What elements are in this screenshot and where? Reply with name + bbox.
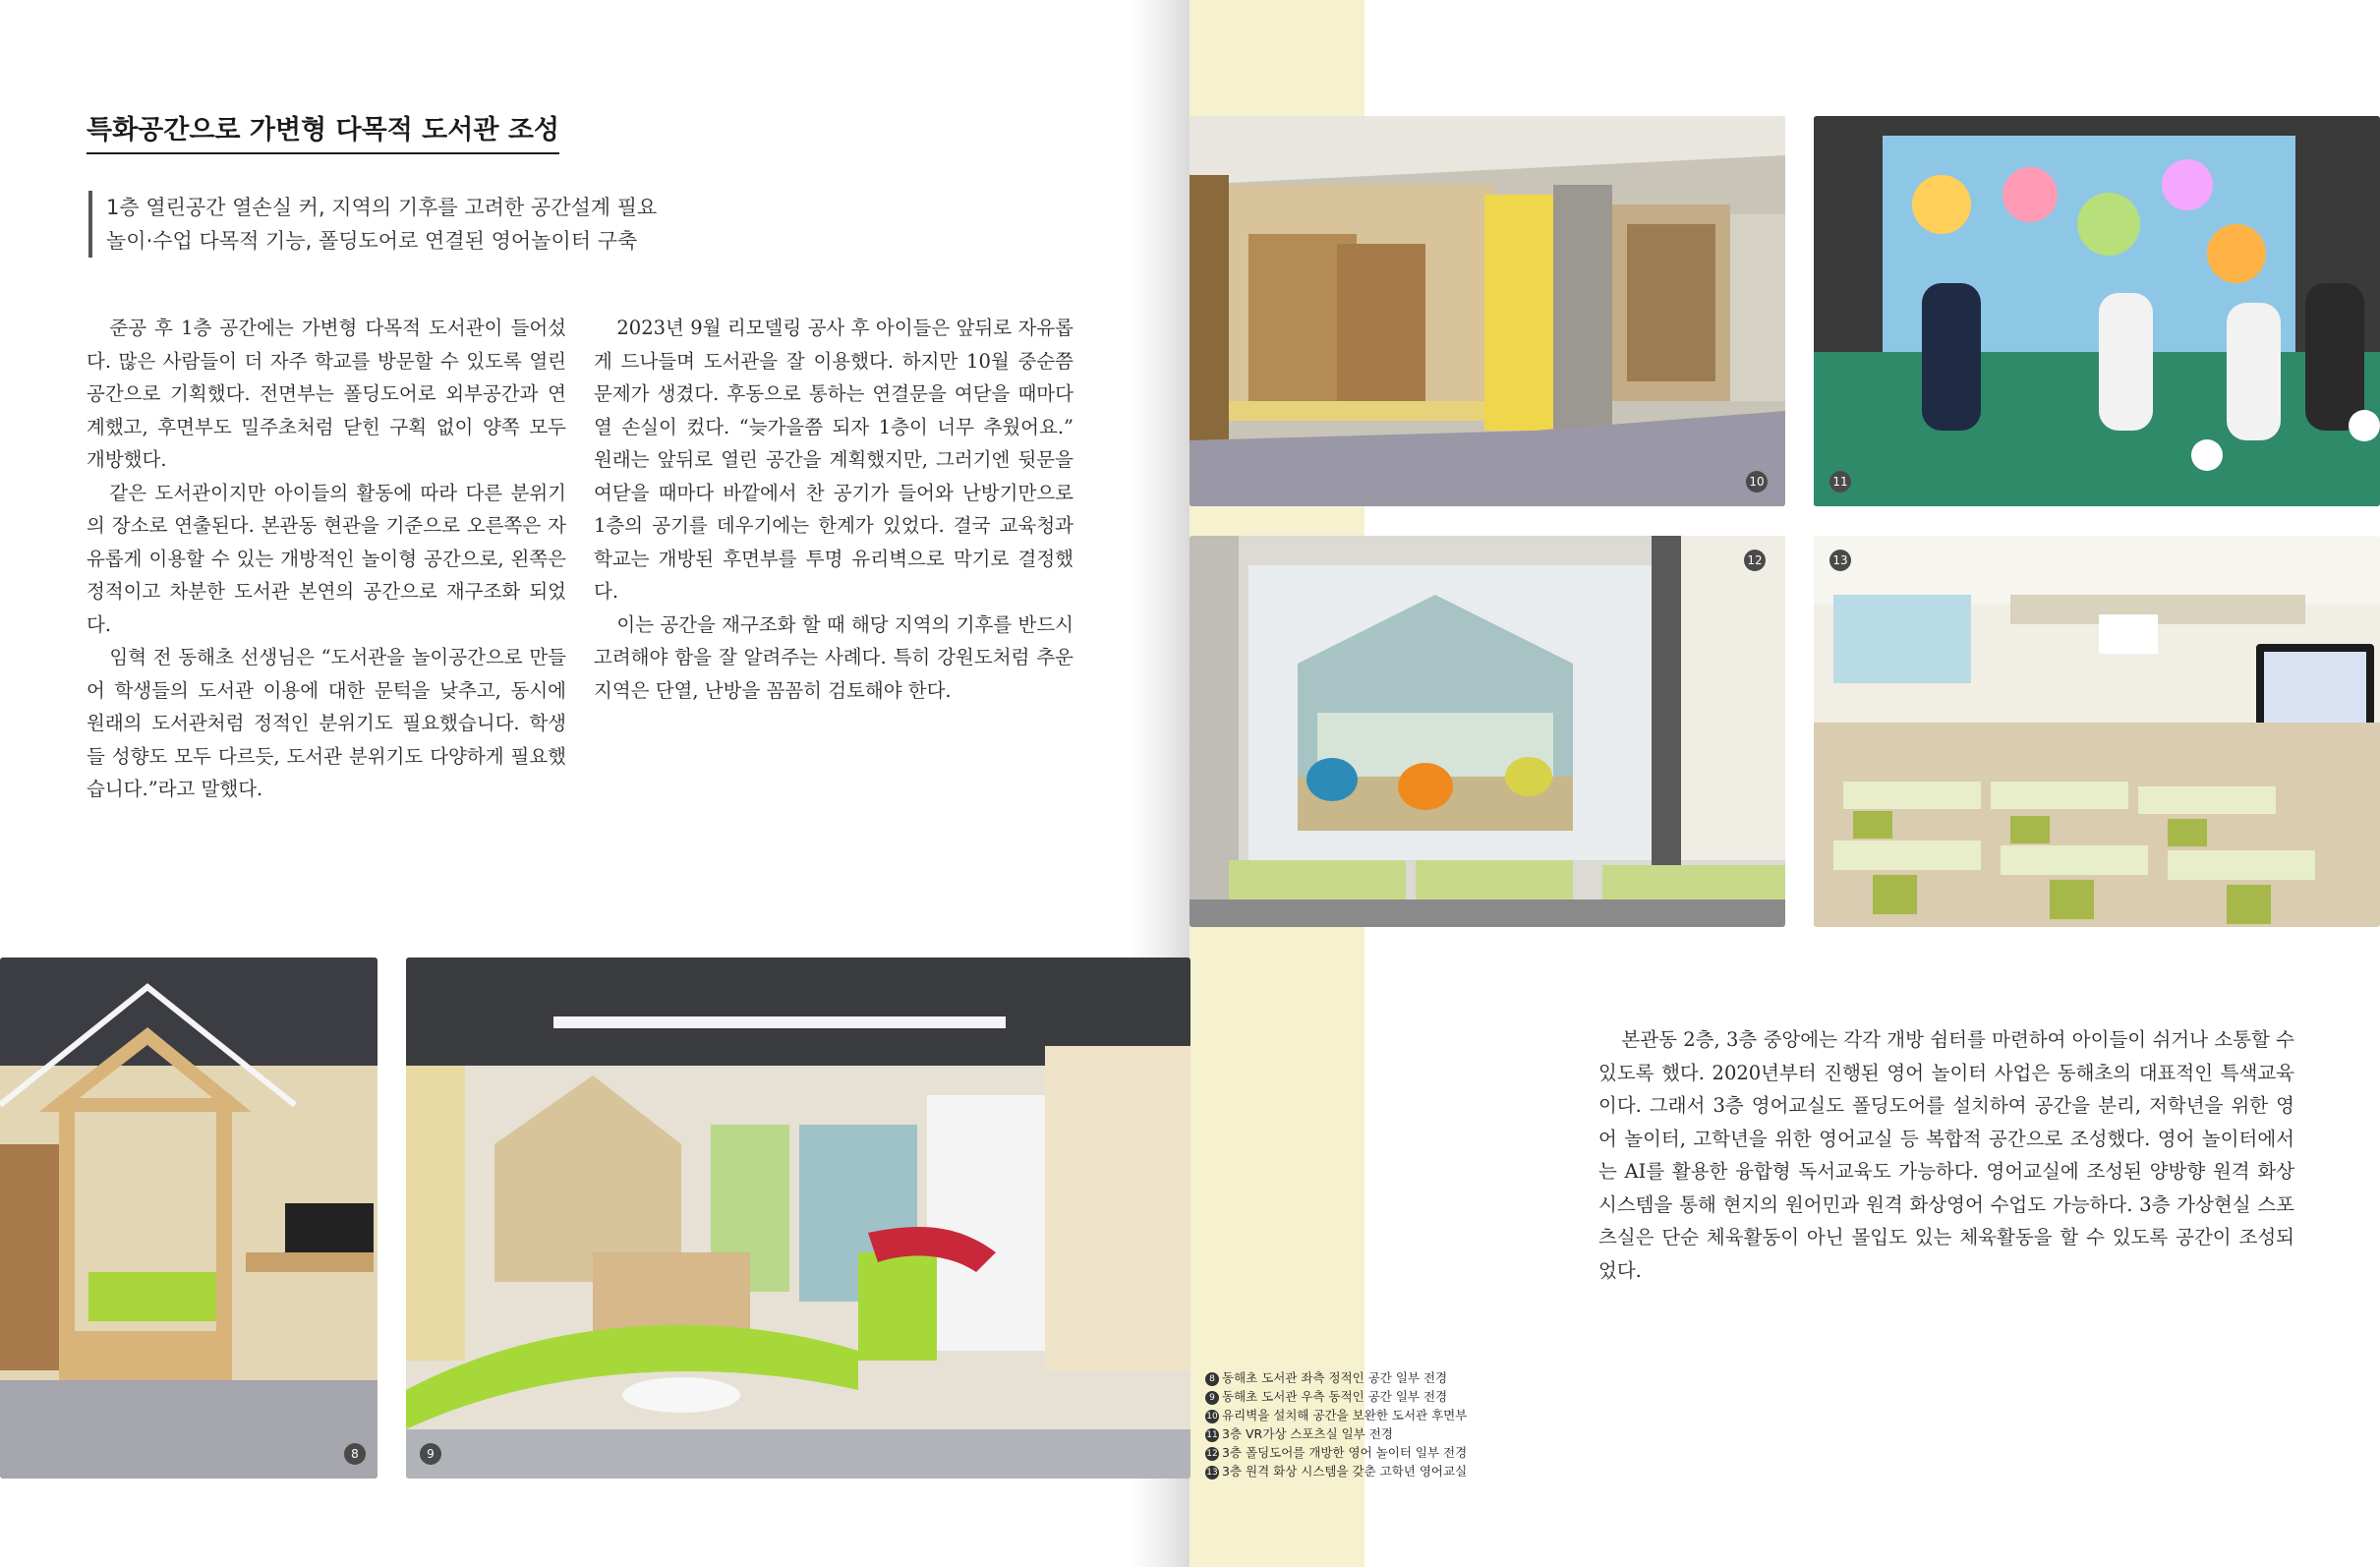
caption-item (1205, 1462, 1467, 1480)
photo-number: 11 (1829, 471, 1851, 493)
paragraph: 본관동 2층, 3층 중앙에는 각각 개방 쉼터를 마련하여 아이들이 쉬거나 소통할 수 있도록 했다. 2020년부터 진행된 영어 놀이터 사업은 동해초의 대표적인 특색교육이다. 그래서 3층 영어교실도 폴딩도어를 설치하여 공간을 분리, 저학년을 위한 영어 놀이터, 고학년을 위한 영어교실 등 복합적 공간으로 조성했다. 영어 놀이터에서는 AI를 활용한 융합형 독서교육도 가능하다. 영어교실에 조성된 양방향 원격 화상 시스템을 통해 현지의 원어민과 원격 화상영어 수업도 가능하다. 3층 가상현실 스포츠실은 단순 체육활동이 아닌 몰입도 있는 체육활동을 할 수 있도록 공간이 조성되었다. (1598, 1028, 2294, 1282)
caption-number: 12 (1206, 1449, 1218, 1459)
paragraph: 임혁 전 동해초 선생님은 “도서관을 놀이공간으로 만들어 학생들의 도서관 이용에 대한 문턱을 낮추고, 동시에 원래의 도서관처럼 정적인 분위기도 필요했습니다. 학생들 성향도 모두 다르듯, 도서관 분위기도 다양하게 필요했습니다.”라고 말했다. (87, 646, 566, 800)
caption-item (1205, 1387, 1467, 1406)
caption-text: 3층 폴딩도어를 개방한 영어 놀이터 일부 전경 (1222, 1445, 1468, 1460)
photo-number: 12 (1744, 550, 1766, 571)
photo-library-right-active-space (406, 958, 1190, 1479)
photo-library-rear-glass-wall (1190, 116, 1785, 506)
photo-12-illustration (1190, 536, 1785, 927)
subheading-1: 1층 열린공간 열손실 커, 지역의 기후를 고려한 공간설계 필요 (106, 196, 658, 219)
photo-number: 10 (1746, 471, 1768, 493)
photo-13-illustration (1814, 536, 2380, 927)
photo-library-left-quiet-space (0, 958, 377, 1479)
caption-item (1205, 1443, 1467, 1462)
photo-english-playground-folding-door (1190, 536, 1785, 927)
photo-number: 8 (344, 1443, 366, 1465)
photo-senior-english-classroom (1814, 536, 2380, 927)
photo-8-illustration (0, 958, 377, 1479)
caption-item (1205, 1424, 1467, 1443)
section-title: 특화공간으로 가변형 다목적 도서관 조성 (87, 108, 559, 154)
caption-number: 10 (1206, 1412, 1218, 1422)
caption-item (1205, 1368, 1467, 1387)
subheadings (88, 191, 657, 258)
paragraph: 준공 후 1층 공간에는 가변형 다목적 도서관이 들어섰다. 많은 사람들이 더 자주 학교를 방문할 수 있도록 열린 공간으로 기획했다. 전면부는 폴딩도어로 외부공간과 연계했고, 후면부도 밀주초처럼 닫힌 구획 없이 양쪽 모두 개방했다. (87, 317, 566, 471)
caption-text: 유리벽을 설치해 공간을 보완한 도서관 후면부 (1222, 1408, 1468, 1422)
caption-text: 3층 원격 화상 시스템을 갖춘 고학년 영어교실 (1222, 1464, 1468, 1479)
photo-10-illustration (1190, 116, 1785, 506)
body-column-1 (87, 312, 566, 806)
photo-vr-sports-room (1814, 116, 2380, 506)
caption-text: 동해초 도서관 우측 동적인 공간 일부 전경 (1222, 1389, 1448, 1404)
subheading-2: 놀이·수업 다목적 기능, 폴딩도어로 연결된 영어놀이터 구축 (106, 229, 638, 253)
caption-number: 8 (1205, 1372, 1219, 1386)
caption-text: 동해초 도서관 좌측 정적인 공간 일부 전경 (1222, 1370, 1448, 1385)
photo-11-illustration (1814, 116, 2380, 506)
photo-number: 9 (420, 1443, 441, 1465)
body-column-2 (594, 312, 1074, 707)
paragraph: 이는 공간을 재구조화 할 때 해당 지역의 기후를 반드시 고려해야 함을 잘 알려주는 사례다. 특히 강원도처럼 추운 지역은 단열, 난방을 꼼꼼히 검토해야 한다. (594, 612, 1074, 702)
caption-text: 3층 VR가상 스포츠실 일부 전경 (1222, 1426, 1393, 1441)
caption-number: 9 (1205, 1391, 1219, 1405)
paragraph: 같은 도서관이지만 아이들의 활동에 따라 다른 분위기의 장소로 연출된다. 본관동 현관을 기준으로 오른쪽은 자유롭게 이용할 수 있는 개방적인 놀이형 공간으로, 왼쪽은 정적이고 차분한 도서관 본연의 공간으로 재구조화 되었다. (87, 481, 566, 636)
photo-number: 13 (1829, 550, 1851, 571)
photo-captions (1205, 1368, 1467, 1480)
caption-number: 13 (1206, 1468, 1218, 1478)
body-column-3 (1598, 1023, 2294, 1287)
paragraph: 2023년 9월 리모델링 공사 후 아이들은 앞뒤로 자유롭게 드나들며 도서관을 잘 이용했다. 하지만 10월 중순쯤 문제가 생겼다. 후동으로 통하는 연결문을 여닫을 때마다 열 손실이 컸다. “늦가을쯤 되자 1층이 너무 추웠어요.” 원래는 앞뒤로 열린 공간을 계획했지만, 그러기엔 뒷문을 여닫을 때마다 바깥에서 찬 공기가 들어와 난방기만으로 1층의 공기를 데우기에는 한계가 있었다. 결국 교육청과 학교는 개방된 후면부를 투명 유리벽으로 막기로 결정했다. (594, 317, 1074, 603)
caption-item (1205, 1406, 1467, 1424)
caption-number: 11 (1206, 1430, 1218, 1440)
photo-9-illustration (406, 958, 1190, 1479)
